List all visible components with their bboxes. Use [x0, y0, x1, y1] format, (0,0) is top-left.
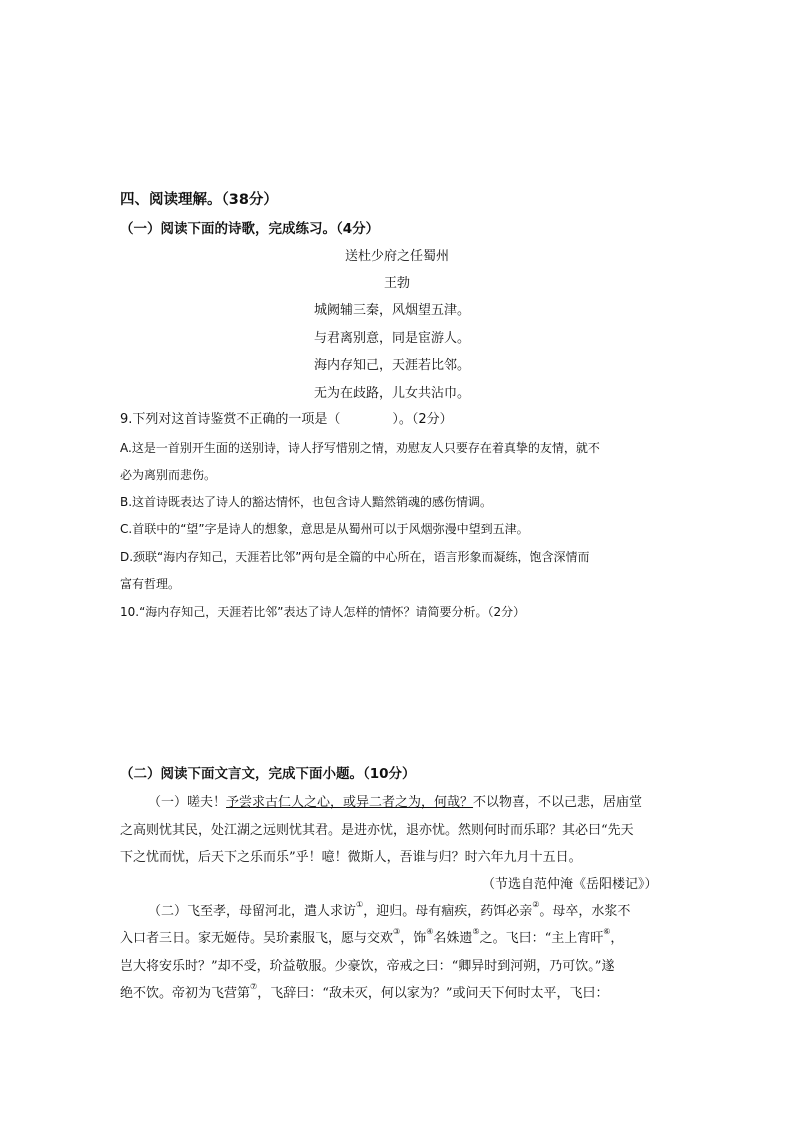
- footnote-mark: ③: [393, 927, 401, 936]
- footnote-mark: ①: [356, 900, 364, 909]
- underlined-sentence: 予尝求古仁人之心，或异二者之为，何哉？: [226, 795, 474, 810]
- footnote-mark: ⑦: [250, 982, 258, 991]
- footnote-mark: ⑥: [603, 927, 611, 936]
- poem-line-4: 无为在歧路，儿女共沾巾。: [314, 386, 471, 401]
- poem-author: 王勃: [383, 276, 410, 291]
- question-9-stem: 9.下列对这首诗鉴赏不正确的一项是（ ）。（2分）: [120, 412, 453, 427]
- passage-one-line-3: 下之忧而忧，后天下之乐而乐”乎！噫！微斯人，吾谁与归？时六年九月十五日。: [120, 850, 582, 865]
- passage-two-line-4: 绝不饮。帝初为飞营第⑦，飞辞曰：“敌未灭，何以家为？”或问天下何时太平，飞曰：: [120, 982, 609, 1001]
- passage-one-source: （节选自范仲淹《岳阳楼记》）: [482, 877, 658, 892]
- question-9-option-c: C.首联中的“望”字是诗人的想象，意思是从蜀州可以于风烟弥漫中望到五津。: [120, 522, 529, 536]
- question-9-option-d-cont: 富有哲理。: [120, 577, 181, 591]
- poem-line-1: 城阙辅三秦，风烟望五津。: [314, 303, 471, 318]
- question-10-stem: 10.“海内存知己，天涯若比邻”表达了诗人怎样的情怀？请简要分析。（2分）: [120, 605, 526, 619]
- passage-two-line-2: 入口者三日。家无姬侍。吴玠素服飞，愿与交欢③，饰④名姝遗⑤之。飞曰：“主上宵旰⑥，: [120, 927, 624, 946]
- footnote-mark: ②: [532, 900, 540, 909]
- poem-line-3: 海内存知己，天涯若比邻。: [314, 358, 471, 373]
- part-one-heading: （一）阅读下面的诗歌，完成练习。（4分）: [120, 221, 380, 237]
- section-four-title: 四、阅读理解。（38分）: [120, 192, 278, 208]
- part-two-heading: （二）阅读下面文言文，完成下面小题。（10分）: [120, 766, 416, 782]
- question-9-option-d: D.颈联“海内存知己，天涯若比邻”两句是全篇的中心所在，语言形象而凝练，饱含深情而: [120, 550, 590, 564]
- question-9-option-a: A.这是一首别开生面的送别诗，诗人抒写惜别之情，劝慰友人只要存在着真挚的友情，就不: [120, 441, 600, 455]
- footnote-mark: ④: [426, 927, 434, 936]
- footnote-mark: ⑤: [472, 927, 480, 936]
- passage-two-line-3: 岂大将安乐时？”却不受，玠益敬服。少豪饮，帝戒之曰：“卿异时到河朔，乃可饮。”遂: [120, 959, 615, 974]
- passage-one-line-2: 之高则忧其民，处江湖之远则忧其君。是进亦忧，退亦忧。然则何时而乐耶？其必曰“先天: [120, 823, 634, 838]
- question-9-option-a-cont: 必为离别而悲伤。: [120, 468, 217, 482]
- poem-title: 送杜少府之任蜀州: [344, 249, 449, 264]
- passage-two-line-1: （二）飞至孝，母留河北，遣人求访①，迎归。母有痼疾，药饵必亲②。母卒，水浆不: [148, 900, 631, 919]
- poem-line-2: 与君离别意，同是宦游人。: [314, 331, 471, 346]
- question-9-option-b: B.这首诗既表达了诗人的豁达情怀，也包含诗人黯然销魂的感伤情调。: [120, 495, 493, 509]
- passage-one-line-1: （一）嗟夫！予尝求古仁人之心，或异二者之为，何哉？不以物喜，不以己悲，居庙堂: [148, 795, 643, 810]
